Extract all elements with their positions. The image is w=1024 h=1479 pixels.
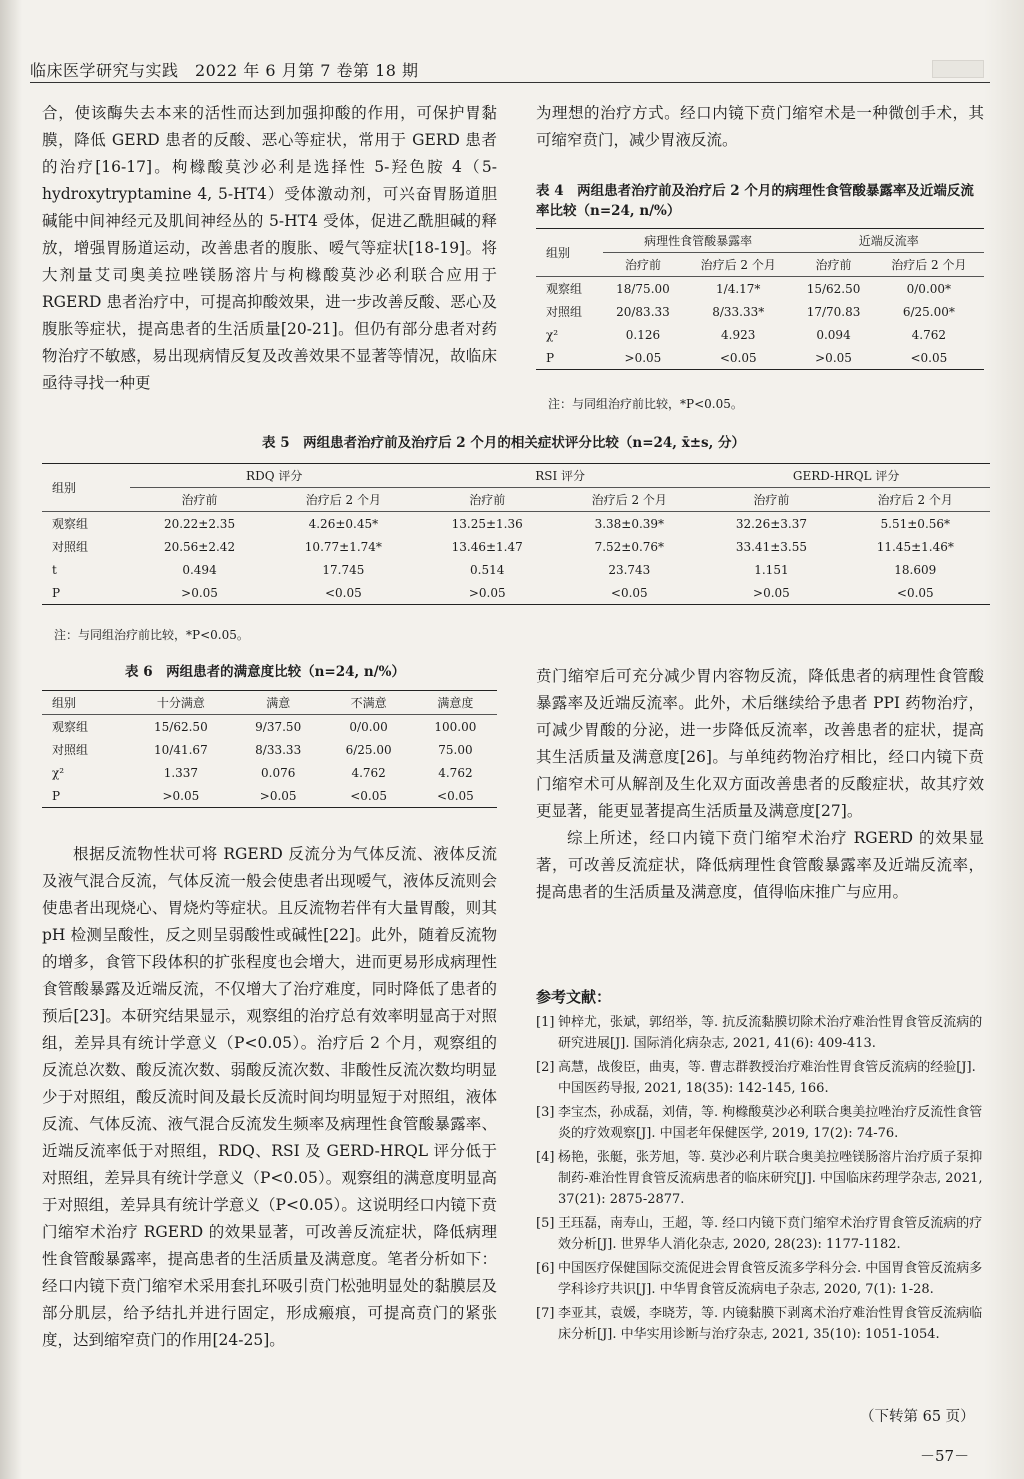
table-cell: χ²	[546, 327, 559, 342]
reference-text: 钟梓尤，张斌，郭绍举，等. 抗反流黏膜切除术治疗难治性胃食管反流病的研究进展[J]. 国际消化病杂志, 2021, 41(6): 409-413.	[558, 1015, 983, 1051]
table4-caption: 表 4 两组患者治疗前及治疗后 2 个月的病理性食管酸暴露率及近端反流率比较（n=24, n/%）	[536, 183, 974, 219]
reference-item	[536, 1303, 984, 1345]
table-cell: 17.745	[322, 562, 365, 577]
table-row	[536, 277, 984, 301]
table-cell: 11.45±1.46*	[876, 539, 954, 554]
table6-header: 十分满意	[156, 696, 205, 710]
table-cell: 4.762	[351, 765, 386, 780]
table-cell: 0.126	[625, 327, 661, 342]
reference-item	[536, 1012, 984, 1054]
table-cell: 15/62.50	[806, 281, 861, 296]
table-cell: 23.743	[608, 562, 651, 577]
table-cell: 0/0.00	[349, 719, 388, 734]
table-cell: 4.923	[721, 327, 756, 342]
table-cell: <0.05	[437, 788, 474, 803]
table-cell: >0.05	[468, 585, 506, 600]
table-cell: 8/33.33*	[712, 304, 765, 319]
table-cell: >0.05	[181, 585, 218, 600]
table-cell: 13.46±1.47	[451, 539, 523, 554]
table5-note: 注：与同组治疗前比较，*P<0.05。	[54, 628, 249, 642]
table-cell: <0.05	[719, 350, 757, 365]
reference-text: 中国医疗保健国际交流促进会胃食管反流多学科分会. 中国胃食管反流病多学科诊疗共识[J]. 中华胃食管反流病电子杂志, 2020, 7(1): 1-28.	[558, 1261, 983, 1297]
table-cell: 观察组	[52, 720, 89, 734]
table-row	[536, 346, 984, 370]
reference-number: [2]	[536, 1060, 555, 1075]
table-cell: 对照组	[52, 743, 89, 757]
table-row	[536, 323, 984, 346]
reference-number: [6]	[536, 1261, 555, 1276]
table-cell: 0.514	[470, 562, 505, 577]
table5-subheader: 治疗后 2 个月	[591, 493, 667, 507]
table6-header: 满意度	[437, 696, 474, 710]
table-cell: 18.609	[894, 562, 937, 577]
body-text-col2-top	[536, 100, 984, 154]
paragraph: 合，使该酶失去本来的活性而达到加强抑酸的作用，可保护胃黏膜，降低 GERD 患者的反酸、恶心等症状，常用于 GERD 患者的治疗[16-17]。枸橼酸莫沙必利是选择性 5-羟色胺 4（5-hydroxytryptamine 4, 5-HT4）受体激动剂，可兴奋胃肠道胆碱能中间神经元及肌间神经丛的 5-HT4 受体，促进乙酰胆碱的释放，增强胃肠道运动，改善患者的腹胀、嗳气等症状[18-19]。将大剂量艾司奥美拉唑镁肠溶片与枸橼酸莫沙必利联合应用于 RGERD 患者治疗中，可提高抑酸效果，进一步改善反酸、恶心及腹胀等症状，提高患者的生活质量[20-21]。但仍有部分患者对药物治疗不敏感，易出现病情反复及改善效果不显著等情况，故临床亟待寻找一种更	[42, 104, 497, 392]
table-row	[42, 558, 990, 581]
table-cell: 6/25.00*	[902, 304, 955, 319]
table5-subheader: 治疗前	[753, 493, 790, 507]
reference-item	[536, 1102, 984, 1144]
paragraph: 为理想的治疗方式。经口内镜下贲门缩窄术是一种微创手术，其可缩窄贲门，减少胃液反流。	[536, 104, 984, 149]
table4-group-header: 组别	[546, 246, 571, 260]
table-cell: <0.05	[910, 350, 948, 365]
page-number: －57－	[920, 1447, 970, 1465]
table5-col-group: RSI 评分	[418, 464, 702, 488]
table-cell: P	[546, 350, 555, 365]
reference-number: [3]	[536, 1105, 555, 1120]
table-cell: P	[52, 585, 61, 600]
page-shadow-right	[984, 0, 1024, 1479]
table6-caption: 表 6 两组患者的满意度比较（n=24, n/%）	[125, 664, 405, 680]
table4-col-group: 近端反流率	[793, 229, 984, 253]
table-cell: 10/41.67	[154, 742, 208, 757]
reference-item	[536, 1213, 984, 1255]
table5-col-group: GERD-HRQL 评分	[702, 464, 990, 488]
table-cell: 对照组	[52, 540, 89, 554]
table-cell: 1/4.17*	[716, 281, 761, 296]
table4-col-group: 病理性食管酸暴露率	[603, 229, 794, 253]
references-title: 参考文献：	[536, 988, 612, 1006]
reference-number: [1]	[536, 1015, 555, 1030]
table-cell: t	[52, 562, 57, 577]
table-cell: 9/37.50	[255, 719, 302, 734]
table-cell: 观察组	[52, 517, 89, 531]
paragraph: 根据反流物性状可将 RGERD 反流分为气体反流、液体反流及液气混合反流，气体反流一般会使患者出现嗳气，液体反流则会使患者出现烧心、胃烧灼等症状。且反流物若伴有大量胃酸，则其 pH 检测呈酸性，反之则呈弱酸性或碱性[22]。此外，随着反流物的增多，食管下段体积的扩张程度也会增大，进而更易形成病理性食管酸暴露及近端反流，不仅增大了治疗难度，同时降低了患者的预后[23]。本研究结果显示，观察组的治疗总有效率明显高于对照组，差异具有统计学意义（P<0.05）。治疗后 2 个月，观察组的反流总次数、酸反流次数、弱酸反流次数、非酸性反流次数均明显少于对照组，酸反流时间及最长反流时间均明显短于对照组，液体反流、气体反流、液气混合反流发生频率及病理性食管酸暴露率、近端反流率低于对照组，RDQ、RSI 及 GERD-HRQL 评分低于对照组，差异具有统计学意义（P<0.05）。观察组的满意度明显高于对照组，差异具有统计学意义（P<0.05）。这说明经口内镜下贲门缩窄术治疗 RGERD 的效果显著，可改善反流症状，降低病理性食管酸暴露率，提高患者的生活质量及满意度。笔者分析如下：经口内镜下贲门缩窄术采用套扎环吸引贲门松弛明显处的黏膜层及部分肌层，给予结扎并进行固定，形成瘢痕，可提高贲门的紧张度，达到缩窄贲门的作用[24-25]。	[42, 845, 497, 1349]
table-row	[42, 715, 497, 739]
table-cell: 0.094	[816, 327, 851, 342]
table5-subheader: 治疗后 2 个月	[877, 493, 953, 507]
table6-header: 组别	[52, 696, 77, 710]
table-cell: 20.22±2.35	[163, 516, 236, 531]
table-cell: >0.05	[815, 350, 852, 365]
table-cell: 0.076	[261, 765, 296, 780]
reference-list	[536, 1012, 984, 1348]
reference-text: 高慧，战俊臣，曲夷，等. 曹志群教授治疗难治性胃食管反流病的经验[J]. 中国医药导报, 2021, 18(35): 142-145, 166.	[558, 1060, 976, 1096]
body-text-col1-top	[42, 100, 497, 397]
journal-header: 临床医学研究与实践 2022 年 6 月第 7 卷第 18 期	[30, 61, 419, 80]
paragraph: 贲门缩窄后可充分减少胃内容物反流，降低患者的病理性食管酸暴露率及近端反流率。此外，术后继续给予患者 PPI 药物治疗，可减少胃酸的分泌，进一步降低反流率，改善患者的症状，提高其生活质量及满意度[26]。与单纯药物治疗相比，经口内镜下贲门缩窄术可从解剖及生化双方面改善患者的反酸症状，故其疗效更显著，能更显著提高生活质量及满意度[27]。	[536, 667, 984, 820]
table-cell: 100.00	[434, 719, 477, 734]
table-cell: <0.05	[350, 788, 387, 803]
reference-item	[536, 1147, 984, 1210]
body-text-col1-bottom	[42, 841, 497, 1354]
table-cell: 5.51±0.56*	[880, 516, 951, 531]
table-cell: P	[52, 788, 61, 803]
table4-note: 注：与同组治疗前比较，*P<0.05。	[548, 397, 743, 411]
page-shadow-left	[0, 0, 22, 1479]
table4-subheader: 治疗前	[815, 258, 852, 272]
table5-subheader: 治疗前	[181, 493, 218, 507]
reference-text: 李宝杰，孙成磊，刘倩，等. 枸橼酸莫沙必利联合奥美拉唑治疗反流性食管炎的疗效观察[J]. 中国老年保健医学, 2019, 17(2): 74-76.	[558, 1105, 983, 1141]
table-cell: 观察组	[546, 282, 583, 296]
table5-group-header: 组别	[52, 481, 77, 495]
table-cell: 对照组	[546, 305, 583, 319]
paragraph: 综上所述，经口内镜下贲门缩窄术治疗 RGERD 的效果显著，可改善反流症状，降低病理性食管酸暴露率及近端反流率，提高患者的生活质量及满意度，值得临床推广与应用。	[536, 829, 984, 901]
reference-item	[536, 1057, 984, 1099]
table5-subheader: 治疗前	[469, 493, 506, 507]
table-cell: >0.05	[624, 350, 662, 365]
table-cell: 17/70.83	[806, 304, 861, 319]
table-cell: >0.05	[259, 788, 297, 803]
table-row	[536, 300, 984, 323]
table-cell: 7.52±0.76*	[594, 539, 665, 554]
table-cell: 75.00	[438, 742, 473, 757]
table-cell: 6/25.00	[345, 742, 392, 757]
table-cell: 1.151	[754, 562, 789, 577]
table-cell: <0.05	[896, 585, 934, 600]
table4-subheader: 治疗后 2 个月	[891, 258, 967, 272]
table-cell: 0/0.00*	[906, 281, 952, 296]
table-cell: 4.762	[438, 765, 473, 780]
table-row	[42, 512, 990, 536]
table-row	[42, 581, 990, 605]
table-cell: <0.05	[610, 585, 648, 600]
table4-subheader: 治疗后 2 个月	[700, 258, 776, 272]
table-cell: 1.337	[163, 765, 199, 780]
table6	[42, 690, 497, 808]
table6-header: 满意	[266, 696, 291, 710]
table-row	[42, 784, 497, 808]
table-cell: 4.26±0.45*	[308, 516, 379, 531]
table-cell: 15/62.50	[154, 719, 208, 734]
table5-subheader: 治疗后 2 个月	[305, 493, 381, 507]
table4	[536, 228, 984, 370]
body-text-col2-bottom	[536, 663, 984, 906]
table5	[42, 463, 990, 605]
table-cell: 10.77±1.74*	[304, 539, 382, 554]
reference-text: 李亚其，袁媛，李晓芳，等. 内镜黏膜下剥离术治疗难治性胃食管反流病临床分析[J]. 中华实用诊断与治疗杂志, 2021, 35(10): 1051-1054.	[558, 1306, 983, 1342]
reference-item	[536, 1258, 984, 1300]
table-cell: 33.41±3.55	[735, 539, 807, 554]
table-cell: 13.25±1.36	[451, 516, 523, 531]
table-cell: 18/75.00	[616, 281, 670, 296]
table6-header: 不满意	[350, 696, 387, 710]
table-row	[42, 535, 990, 558]
reference-number: [7]	[536, 1306, 555, 1321]
table-cell: 20.56±2.42	[163, 539, 236, 554]
table4-subheader: 治疗前	[624, 258, 661, 272]
table5-col-group: RDQ 评分	[130, 464, 418, 488]
table-cell: <0.05	[324, 585, 362, 600]
table-cell: >0.05	[162, 788, 200, 803]
reference-number: [5]	[536, 1216, 555, 1231]
table-cell: >0.05	[753, 585, 790, 600]
table-cell: 32.26±3.37	[735, 516, 807, 531]
table-cell: 8/33.33	[255, 742, 302, 757]
table-cell: χ²	[52, 765, 65, 780]
header-rule	[30, 82, 990, 83]
continued-note: （下转第 65 页）	[860, 1409, 975, 1425]
table-row	[42, 738, 497, 761]
table-cell: 20/83.33	[616, 304, 670, 319]
table-cell: 3.38±0.39*	[594, 516, 665, 531]
table-row	[42, 761, 497, 784]
table-cell: 4.762	[911, 327, 946, 342]
table5-caption: 表 5 两组患者治疗前及治疗后 2 个月的相关症状评分比较（n=24, x̄±s, 分）	[262, 435, 746, 451]
reference-text: 杨艳，张艇，张芳旭，等. 莫沙必利片联合奥美拉唑镁肠溶片治疗质子泵抑制药-难治性胃食管反流病患者的临床研究[J]. 中国临床药理学杂志, 2021, 37(21): 2875-2877.	[558, 1150, 983, 1207]
reference-number: [4]	[536, 1150, 555, 1165]
reference-text: 王珏磊，南寿山，王超，等. 经口内镜下贲门缩窄术治疗胃食管反流病的疗效分析[J]. 世界华人消化杂志, 2020, 28(23): 1177-1182.	[558, 1216, 983, 1252]
table-cell: 0.494	[182, 562, 217, 577]
show-through-mark	[932, 60, 984, 78]
